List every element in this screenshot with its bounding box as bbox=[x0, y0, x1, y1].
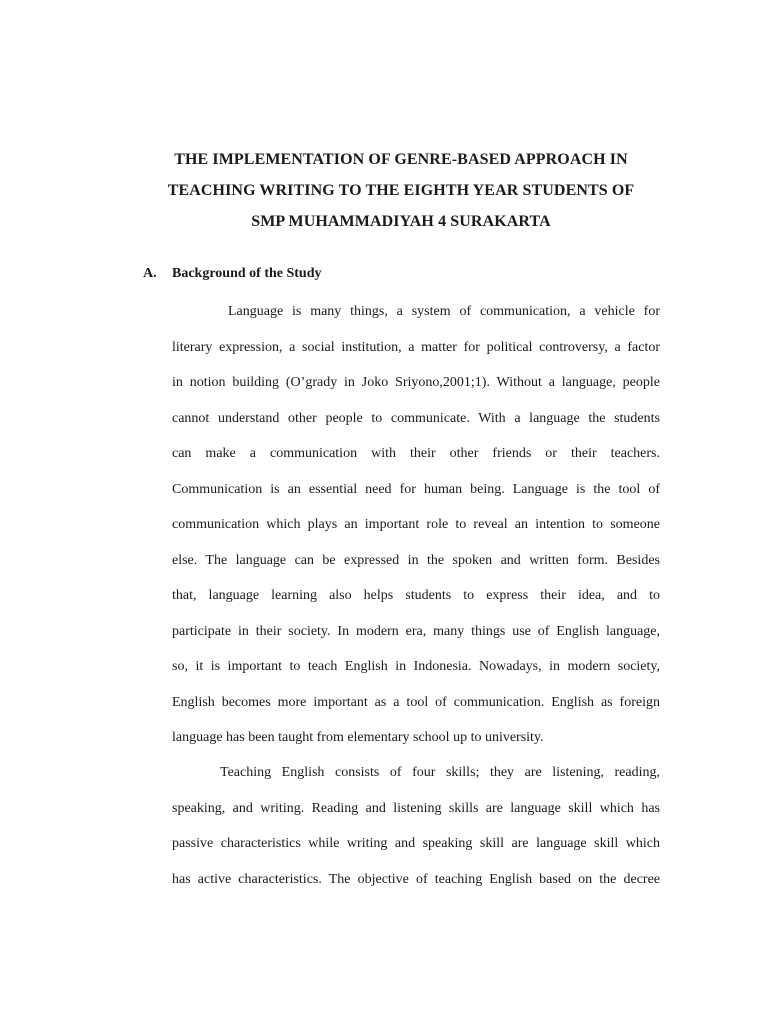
paragraph-line: participate in their society. In modern era, many things use of English language, bbox=[172, 623, 660, 639]
document-title bbox=[120, 144, 682, 237]
section-marker: A. bbox=[143, 266, 157, 281]
paragraph-line: so, it is important to teach English in Indonesia. Nowadays, in modern society, bbox=[172, 659, 660, 674]
paragraph-line: has active characteristics. The objective of teaching English based on the decree bbox=[172, 871, 660, 887]
paragraph-line: can make a communication with their other friends or their teachers. bbox=[172, 446, 660, 461]
paragraph-line: literary expression, a social institution, a matter for political controversy, a factor bbox=[172, 339, 660, 355]
title-line: TEACHING WRITING TO THE EIGHTH YEAR STUDENTS OF bbox=[167, 182, 635, 199]
paragraph-line: Language is many things, a system of communication, a vehicle for bbox=[228, 304, 660, 319]
paragraph-2 bbox=[172, 755, 660, 897]
title-line: SMP MUHAMMADIYAH 4 SURAKARTA bbox=[251, 213, 551, 230]
paragraph-line: language has been taught from elementary school up to university. bbox=[172, 730, 544, 745]
paragraph-line: else. The language can be expressed in the spoken and written form. Besides bbox=[172, 552, 660, 568]
paragraph-line: that, language learning also helps students to express their idea, and to bbox=[172, 588, 660, 603]
paragraph-1 bbox=[172, 294, 660, 756]
paragraph-line: English becomes more important as a tool of communication. English as foreign bbox=[172, 694, 660, 710]
section-heading-text: Background of the Study bbox=[172, 266, 322, 281]
section-heading bbox=[143, 262, 322, 286]
paragraph-line: communication which plays an important role to reveal an intention to someone bbox=[172, 517, 660, 532]
paragraph-line: passive characteristics while writing and speaking skill are language skill which bbox=[172, 836, 660, 851]
paragraph-line: Communication is an essential need for human being. Language is the tool of bbox=[172, 481, 660, 497]
paragraph-line: in notion building (O’grady in Joko Sriyono,2001;1). Without a language, people bbox=[172, 375, 660, 390]
paragraph-line: cannot understand other people to communicate. With a language the students bbox=[172, 410, 660, 426]
paragraph-line: speaking, and writing. Reading and listening skills are language skill which has bbox=[172, 800, 660, 816]
title-line: THE IMPLEMENTATION OF GENRE-BASED APPROACH IN bbox=[174, 151, 628, 168]
paragraph-line: Teaching English consists of four skills; they are listening, reading, bbox=[220, 765, 660, 780]
